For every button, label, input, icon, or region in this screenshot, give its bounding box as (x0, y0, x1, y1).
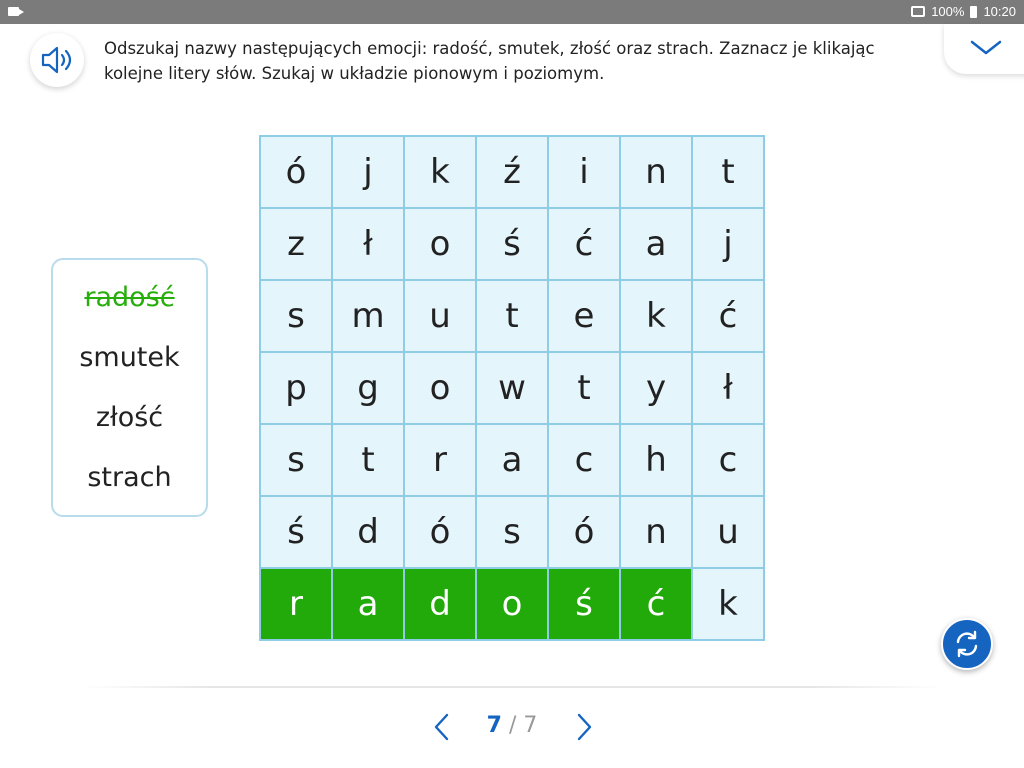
grid-cell[interactable]: n (620, 496, 692, 568)
grid-cell[interactable]: h (620, 424, 692, 496)
grid-cell[interactable]: s (260, 424, 332, 496)
grid-cell[interactable]: i (548, 136, 620, 208)
grid-cell[interactable]: n (620, 136, 692, 208)
grid-cell[interactable]: d (332, 496, 404, 568)
grid-cell[interactable]: u (404, 280, 476, 352)
grid-cell[interactable]: ś (548, 568, 620, 640)
grid-cell[interactable]: t (332, 424, 404, 496)
grid-cell[interactable]: c (548, 424, 620, 496)
word-item-radosc: radość (84, 282, 175, 313)
chevron-right-icon (572, 712, 596, 742)
grid-cell[interactable]: y (620, 352, 692, 424)
grid-cell[interactable]: ć (620, 568, 692, 640)
grid-cell[interactable]: j (332, 136, 404, 208)
grid-cell[interactable]: ś (260, 496, 332, 568)
grid-cell[interactable]: ł (332, 208, 404, 280)
status-bar (0, 0, 1024, 24)
grid-cell[interactable]: ó (260, 136, 332, 208)
grid-cell[interactable]: p (260, 352, 332, 424)
grid-cell[interactable]: d (404, 568, 476, 640)
cast-icon (911, 6, 925, 17)
grid-cell[interactable]: m (332, 280, 404, 352)
page-indicator (470, 713, 554, 738)
grid-cell[interactable]: s (476, 496, 548, 568)
grid-cell[interactable]: ć (548, 208, 620, 280)
grid-cell[interactable]: ć (692, 280, 764, 352)
grid-cell[interactable]: s (260, 280, 332, 352)
footer-divider (80, 686, 944, 688)
grid-cell[interactable]: e (548, 280, 620, 352)
grid-cell[interactable]: k (620, 280, 692, 352)
grid-cell[interactable]: a (332, 568, 404, 640)
grid-cell[interactable]: o (476, 568, 548, 640)
battery-percent: 100% (931, 4, 965, 19)
page-separator: / (508, 713, 517, 738)
grid-cell[interactable]: k (692, 568, 764, 640)
word-item-zlosc: złość (95, 402, 164, 433)
grid-cell[interactable]: o (404, 208, 476, 280)
grid-cell[interactable]: a (476, 424, 548, 496)
previous-page-button[interactable] (430, 712, 454, 742)
speaker-icon (40, 45, 74, 75)
grid-cell[interactable]: g (332, 352, 404, 424)
grid-cell[interactable]: r (404, 424, 476, 496)
grid-cell[interactable]: k (404, 136, 476, 208)
chevron-left-icon (430, 712, 454, 742)
grid-cell[interactable]: ó (404, 496, 476, 568)
clock: 10:20 (983, 4, 1016, 19)
grid-cell[interactable]: o (404, 352, 476, 424)
chevron-down-icon (970, 38, 1002, 58)
collapse-button[interactable] (944, 24, 1024, 74)
audio-button[interactable] (30, 33, 84, 87)
refresh-icon (952, 629, 982, 659)
task-instruction: Odszukaj nazwy następujących emocji: radość, smutek, złość oraz strach. Zaznacz je klikając kolejne litery słów. Szukaj w układzie pionowym i poziomym. (104, 39, 875, 83)
reset-button[interactable] (941, 618, 993, 670)
grid-cell[interactable]: ś (476, 208, 548, 280)
letter-grid (259, 135, 765, 641)
grid-cell[interactable]: t (692, 136, 764, 208)
word-list (51, 258, 208, 517)
video-camera-icon (8, 7, 19, 16)
grid-cell[interactable]: c (692, 424, 764, 496)
grid-cell[interactable]: z (260, 208, 332, 280)
total-pages: 7 (523, 713, 538, 738)
grid-cell[interactable]: a (620, 208, 692, 280)
word-item-smutek: smutek (79, 342, 180, 373)
current-page: 7 (486, 713, 502, 738)
word-item-strach: strach (87, 462, 172, 493)
grid-cell[interactable]: ł (692, 352, 764, 424)
grid-cell[interactable]: w (476, 352, 548, 424)
next-page-button[interactable] (572, 712, 596, 742)
grid-cell[interactable]: u (692, 496, 764, 568)
grid-cell[interactable]: ź (476, 136, 548, 208)
grid-cell[interactable]: r (260, 568, 332, 640)
grid-cell[interactable]: j (692, 208, 764, 280)
grid-cell[interactable]: ó (548, 496, 620, 568)
grid-cell[interactable]: t (476, 280, 548, 352)
battery-icon (970, 6, 977, 18)
grid-cell[interactable]: t (548, 352, 620, 424)
